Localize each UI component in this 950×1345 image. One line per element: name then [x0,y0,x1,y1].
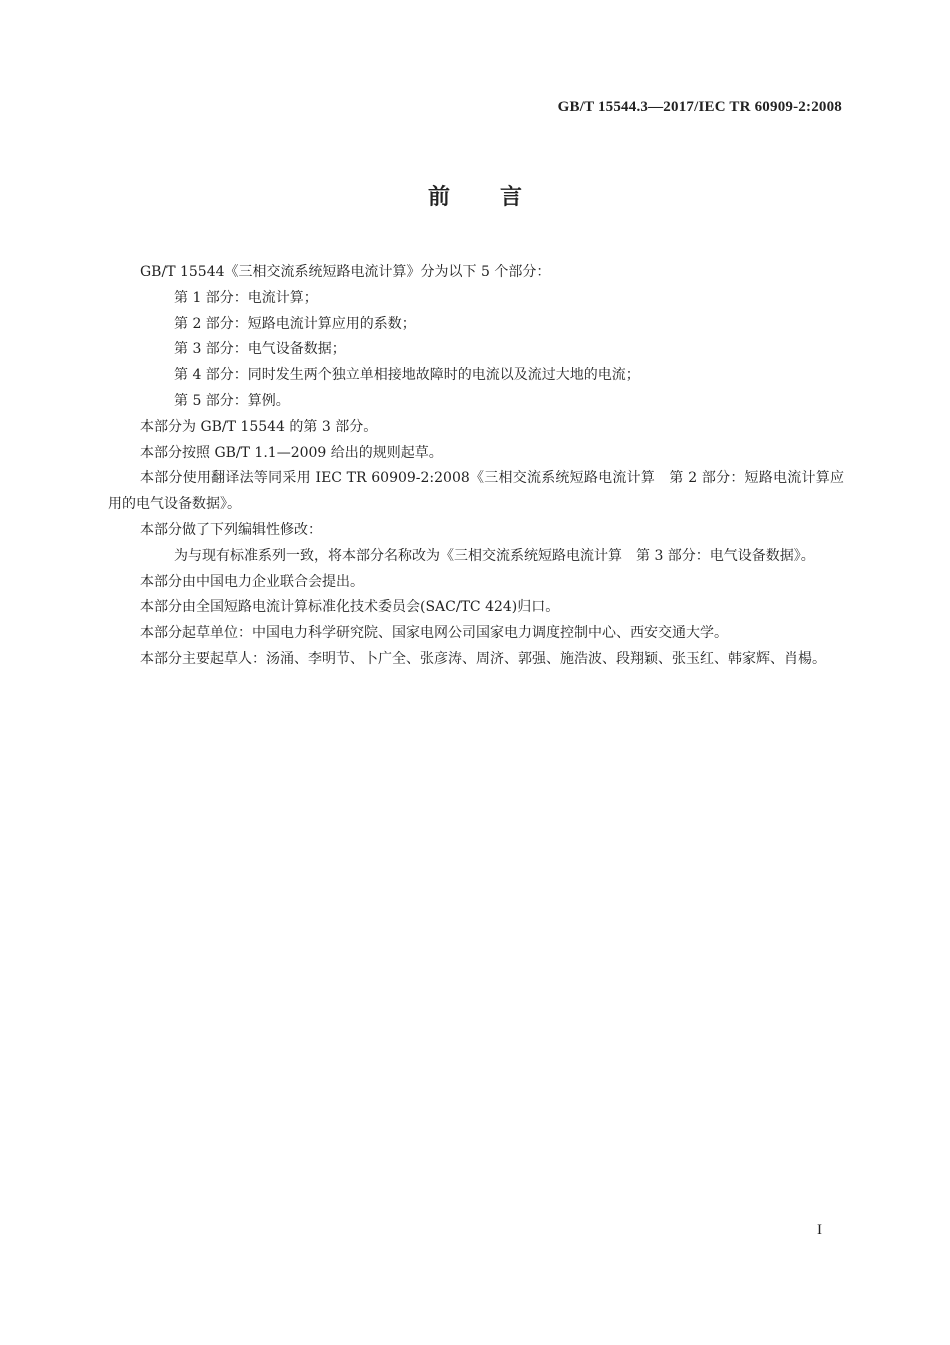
standard-number-header: GB/T 15544.3—2017/IEC TR 60909-2:2008 [557,99,842,115]
list-item-part-3: 第 3 部分：电气设备数据； [174,341,346,358]
list-item-part-4: 第 4 部分：同时发生两个独立单相接地故障时的电流以及流过大地的电流； [174,367,640,384]
paragraph-part-statement: 本部分为 GB/T 15544 的第 3 部分。 [140,418,378,435]
list-item-part-2: 第 2 部分：短路电流计算应用的系数； [174,315,416,332]
paragraph-drafting-units: 本部分起草单位：中国电力科学研究院、国家电网公司国家电力调度控制中心、西安交通大学。 [140,625,728,642]
paragraph-committee: 本部分由全国短路电流计算标准化技术委员会(SAC/TC 424)归口。 [140,599,560,616]
paragraph-editorial-changes: 本部分做了下列编辑性修改： [140,521,322,538]
list-item-editorial-change: 为与现有标准系列一致，将本部分名称改为《三相交流系统短路电流计算 第 3 部分：电气设备数据》。 [174,547,815,564]
foreword-body [108,260,844,673]
paragraph-drafting-rules: 本部分按照 GB/T 1.1—2009 给出的规则起草。 [140,444,443,461]
list-item-part-5: 第 5 部分：算例。 [174,392,290,409]
page-title: 前言 [427,185,572,210]
paragraph-drafters: 本部分主要起草人：汤涌、李明节、卜广全、张彦涛、周济、郭强、施浩波、段翔颖、张玉红、韩家辉、肖楊。 [140,650,826,667]
paragraph-proposer: 本部分由中国电力企业联合会提出。 [140,573,364,590]
paragraph-series-intro: GB/T 15544《三相交流系统短路电流计算》分为以下 5 个部分： [140,264,551,280]
page-number: I [817,1222,822,1238]
list-item-part-1: 第 1 部分：电流计算； [174,289,318,306]
paragraph-adoption: 本部分使用翻译法等同采用 IEC TR 60909-2:2008《三相交流系统短路电流计算 第 2 部分：短路电流计算应用的电气设备数据》。 [108,470,844,513]
